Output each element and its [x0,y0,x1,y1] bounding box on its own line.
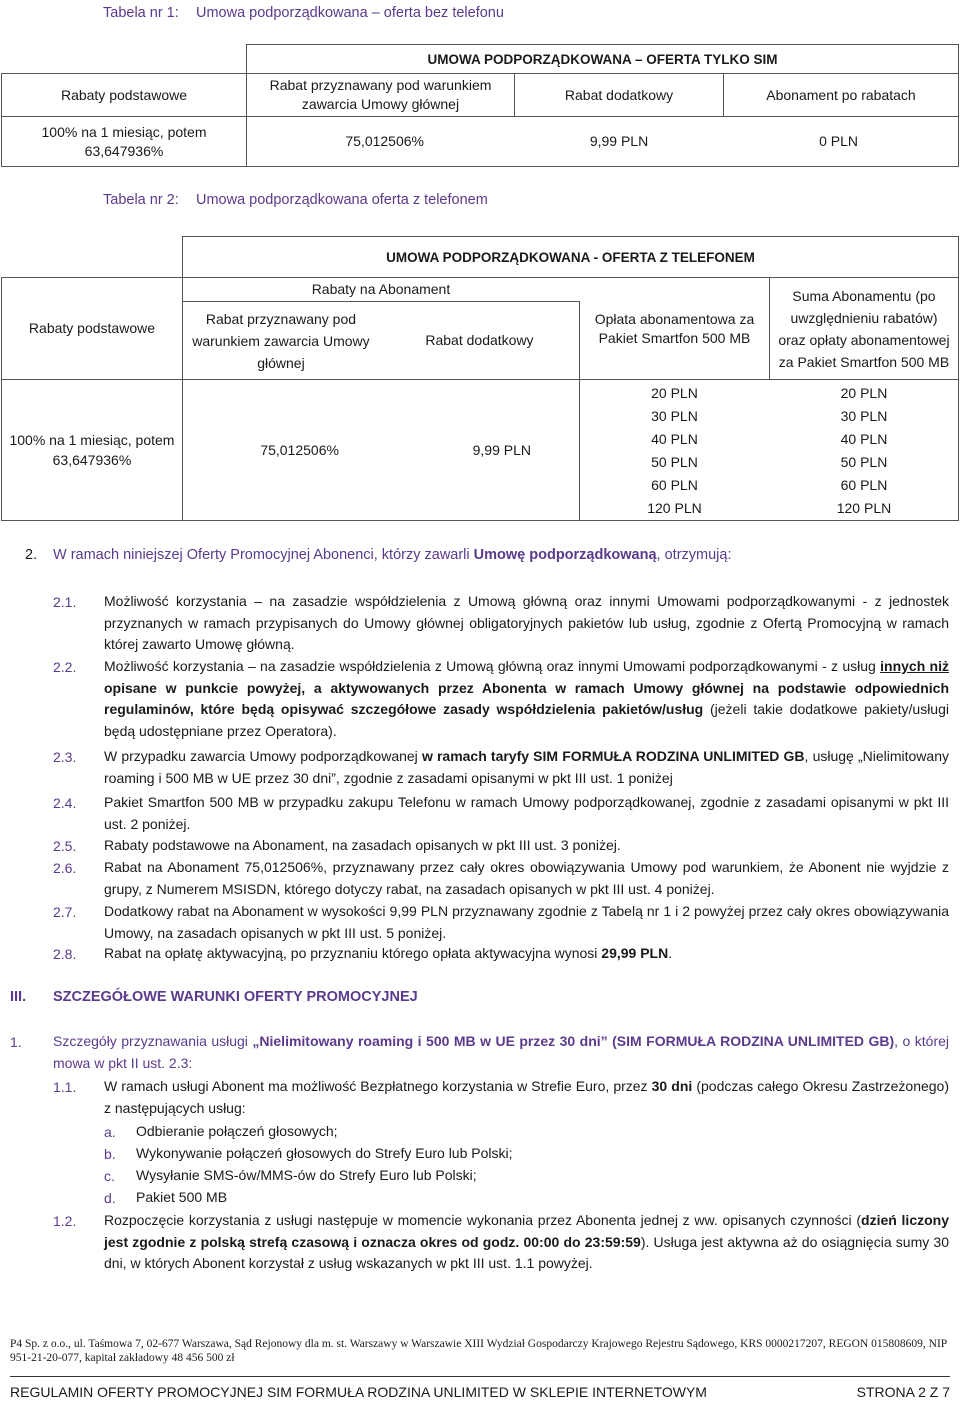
table2-header: UMOWA PODPORZĄDKOWANA - OFERTA Z TELEFONEM [182,237,958,278]
item-num: 2.6. [53,860,77,876]
item-2-3: W przypadku zawarcia Umowy podporządkowanej w ramach taryfy SIM FORMUŁA RODZINA UNLIMITED GB, usługę „Nielimitowany roaming i 500 MB w UE przez 30 dni”, zgodnie z zasadami opisanymi w pkt III ust. 1 poniżej [104,748,949,786]
item-2-2: Możliwość korzystania – na zasadzie współdzielenia z Umową główną oraz innymi Umowami podporządkowanymi - z usług innych niż opisane w punkcie powyżej, a aktywowanych przez Abonenta w ramach Umowy głównej na podstawie odpowiednich regulaminów, które będą opisywać szczegółowe zasady współdzielenia pakietów/usług (jeżeli takie dodatkowe pakiety/usługi będą udostępniane przez Operatora). [104,658,949,739]
table2-suma-item: 120 PLN [836,500,892,516]
table1-val-abonament: 0 PLN [724,117,959,167]
item-2-1: Możliwość korzystania – na zasadzie współdzielenia z Umową główną oraz innymi Umowami podporządkowanymi - z jednostek przyznanych w ramach przypisanych do Umowy głównej obligatoryjnych pakietów lub usług, zgodnie z Ofertą Promocyjną w ramach której zawarto Umowę główną. [104,593,949,652]
sub-letter: d. [104,1190,116,1206]
table2-caption-title: Umowa podporządkowana oferta z telefonem [196,192,488,208]
table2-val-rabaty: 100% na 1 miesiąc, potem 63,647936% [2,380,183,521]
item-num: 2.7. [53,904,77,920]
table2-col-rabaty: Rabaty podstawowe [2,278,183,380]
table1-col-rabaty: Rabaty podstawowe [2,74,247,117]
item-num: 2.3. [53,749,77,765]
table2-col-oplata: Opłata abonamentowa za Pakiet Smartfon 500 MB [579,278,769,380]
table1-caption-label: Tabela nr 1: [103,5,179,21]
table2-oplata-item: 40 PLN [651,431,698,447]
table1-val-rabaty: 100% na 1 miesiąc, potem 63,647936% [2,117,247,167]
table2-oplata-item: 30 PLN [651,408,698,424]
sec2-num: 2. [25,547,38,563]
table1 [1,44,959,167]
sub-letter: c. [104,1168,115,1184]
item-1-1: W ramach usługi Abonent ma możliwość Bezpłatnego korzystania w Strefie Euro, przez 30 dni (podczas całego Okresu Zastrzeżonego) z następujących usług: [104,1078,949,1116]
footer-title: REGULAMIN OFERTY PROMOCYJNEJ SIM FORMUŁA RODZINA UNLIMITED W SKLEPIE INTERNETOWYM [10,1384,707,1400]
table2-oplata-item: 60 PLN [651,477,698,493]
item-num: 2.8. [53,946,77,962]
table1-col-abonament: Abonament po rabatach [724,74,959,117]
item-2-7: Dodatkowy rabat na Abonament w wysokości 9,99 PLN przyznawany zgodnie z Tabelą nr 1 i 2 powyżej przez cały okres obowiązywania Umowy, na zasadach opisanych w pkt III ust. 5 poniżej. [104,903,949,941]
table2-suma-item: 40 PLN [840,431,888,447]
table2-oplaty [579,380,769,521]
table1-val-rabat-dod: 9,99 PLN [515,117,724,167]
item-2-5: Rabaty podstawowe na Abonament, na zasadach opisanych w pkt III ust. 3 poniżej. [104,837,621,853]
table1-val-rabat-przyz: 75,012506% [247,117,515,167]
table2-suma-item: 50 PLN [840,454,888,470]
table2-val-rabat-dod: 9,99 PLN [379,380,579,521]
table2-oplata-item: 20 PLN [651,385,698,401]
item-1-1-num: 1.1. [53,1079,77,1095]
item-num: 2.2. [53,659,77,675]
footer-page-number: STRONA 2 Z 7 [856,1384,950,1400]
item-num: 2.1. [53,594,77,610]
table2-col-rabat-dod: Rabat dodatkowy [379,302,579,380]
item-num: 2.4. [53,795,77,811]
sub-item: Odbieranie połączeń głosowych; [136,1123,338,1139]
table2-oplata-item: 50 PLN [651,454,698,470]
item-1-2: Rozpoczęcie korzystania z usługi następuje w momencie wykonania przez Abonenta jednej z ww. opisanych czynności (dzień liczony jest zgodnie z polską strefą czasową i oznacza okres od godz. 00:00 do 23:59:59). Usługa jest aktywna aż do osiągnięcia sumy 30 dni, w których Abonent korzystał z usług wskazanych w pkt III ust. 1.1 powyżej. [104,1212,950,1271]
sec3-p1: Szczegóły przyznawania usługi „Nielimitowany roaming i 500 MB w UE przez 30 dni” (SIM FORMUŁA RODZINA UNLIMITED GB), o której mowa w pkt II ust. 2.3: [53,1033,950,1071]
sec3-title: SZCZEGÓŁOWE WARUNKI OFERTY PROMOCYJNEJ [53,989,418,1005]
table2-suma-item: 60 PLN [840,477,888,493]
table2 [1,236,959,521]
item-2-8: Rabat na opłatę aktywacyjną, po przyznaniu którego opłata aktywacyjna wynosi 29,99 PLN. [104,945,673,961]
item-2-4: Pakiet Smartfon 500 MB w przypadku zakupu Telefonu w ramach Umowy podporządkowanej, zgodnie z zasadami opisanymi w pkt III ust. 2 poniżej. [104,794,949,832]
sub-letter: b. [104,1146,116,1162]
footer-company-info: P4 Sp. z o.o., ul. Taśmowa 7, 02-677 Warszawa, Sąd Rejonowy dla m. st. Warszawy w Warszawie XIII Wydział Gospodarczy Krajowego Rejestru Sądowego, KRS 0000217207, REGON 015808609, NIP 951-21-20-077, kapitał zakładowy 48 456 500 zł [10,1338,947,1364]
sub-item: Wysyłanie SMS-ów/MMS-ów do Strefy Euro lub Polski; [136,1167,477,1183]
item-1-2-num: 1.2. [53,1213,77,1229]
table2-suma-item: 30 PLN [840,408,888,424]
table1-col-rabat-dod: Rabat dodatkowy [515,74,724,117]
table2-val-rabat-przyz: 75,012506% [182,380,379,521]
sub-item: Pakiet 500 MB [136,1189,228,1205]
table2-sumy [769,380,958,521]
table2-caption-label: Tabela nr 2: [103,192,179,208]
sec3-num: III. [10,989,27,1005]
table2-col-suma: Suma Abonamentu (po uwzględnieniu rabatów) oraz opłaty abonamentowej za Pakiet Smartfon 500 MB [769,278,958,380]
footer-rule [10,1376,950,1377]
table2-col-rabaty-na-abon: Rabaty na Abonament [182,278,579,302]
table1-header: UMOWA PODPORZĄDKOWANA – OFERTA TYLKO SIM [247,45,959,74]
table2-oplata-item: 120 PLN [647,500,702,516]
item-2-6: Rabat na Abonament 75,012506%, przyznawany przez cały okres obowiązywania Umowy pod warunkiem, że Abonent nie wyjdzie z grupy, z Numerem MSISDN, którego dotyczy rabat, na zasadach opisanych w pkt III ust. 4 poniżej. [104,859,949,897]
table2-suma-item: 20 PLN [840,385,888,401]
sub-letter: a. [104,1124,116,1140]
table1-col-rabat-przyz: Rabat przyznawany pod warunkiem zawarcia Umowy głównej [247,74,515,117]
table1-caption-title: Umowa podporządkowana – oferta bez telefonu [196,5,504,21]
sub-item: Wykonywanie połączeń głosowych do Strefy Euro lub Polski; [136,1145,513,1161]
item-num: 2.5. [53,838,77,854]
table2-col-rabat-przyz: Rabat przyznawany pod warunkiem zawarcia Umowy głównej [182,302,379,380]
sec2-heading: W ramach niniejszej Oferty Promocyjnej Abonenci, którzy zawarli Umowę podporządkowaną, otrzymują: [53,547,732,563]
sec3-p1-num: 1. [10,1034,22,1050]
